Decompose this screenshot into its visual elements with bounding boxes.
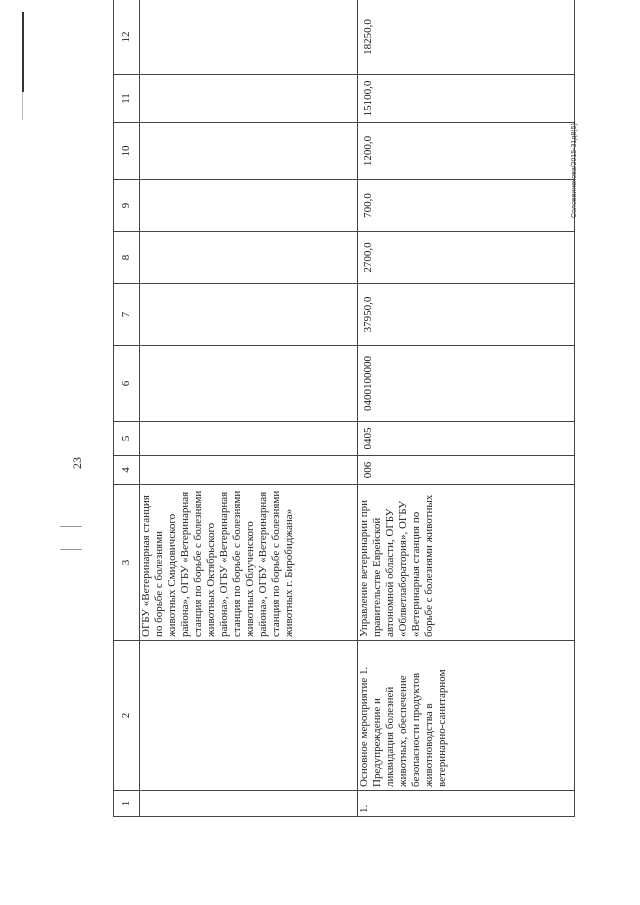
- column-header: 7: [114, 284, 140, 346]
- margin-line-faint: [22, 92, 23, 120]
- table-cell: [140, 180, 358, 232]
- header-row: [114, 0, 140, 817]
- amount-cell: 15100,0: [358, 75, 575, 123]
- section-code-cell: 0405: [358, 422, 575, 456]
- budget-table-rotated: [113, 19, 569, 817]
- amount-cell: 1200,0: [358, 123, 575, 180]
- scan-mark: [60, 526, 82, 527]
- table-row-activity-1: [358, 0, 575, 817]
- budget-table: [113, 0, 575, 817]
- scan-mark: [60, 549, 82, 550]
- column-header: 12: [114, 0, 140, 75]
- target-article-cell: 0400100000: [358, 346, 575, 422]
- amount-cell: 2700,0: [358, 232, 575, 284]
- document-footer-code: Cоловеинекова/2015-31д8(5): [571, 123, 578, 218]
- column-header: 4: [114, 456, 140, 485]
- column-header: 1: [114, 791, 140, 817]
- margin-line: [22, 12, 24, 92]
- column-header: 3: [114, 485, 140, 641]
- table-cell: [140, 456, 358, 485]
- amount-cell: 700,0: [358, 180, 575, 232]
- executor-cell: Управление ветеринарии при правительстве Еврейской автономной области, ОГБУ «Облветлаборатория», ОГБУ «Ветеринарная станция по борьбе с болезнями животных: [358, 485, 575, 641]
- column-header: 6: [114, 346, 140, 422]
- column-header: 5: [114, 422, 140, 456]
- table-cell: [140, 422, 358, 456]
- row-number-cell: 1.: [358, 791, 575, 817]
- grbs-code-cell: 006: [358, 456, 575, 485]
- amount-cell: 18250,0: [358, 0, 575, 75]
- column-header: 10: [114, 123, 140, 180]
- table-cell: [140, 791, 358, 817]
- table-cell: [140, 641, 358, 791]
- column-header: 9: [114, 180, 140, 232]
- table-cell: [140, 0, 358, 75]
- table-cell: [140, 123, 358, 180]
- table-cell: [140, 284, 358, 346]
- amount-total-cell: 37950,0: [358, 284, 575, 346]
- table-cell: [140, 346, 358, 422]
- table-row-continuation: [140, 0, 358, 817]
- column-header: 2: [114, 641, 140, 791]
- activity-name-cell: Основное мероприятие 1. Предупреждение и ликвидация болезней животных, обеспечение безопасности продуктов животноводства в ветеринарно-санитарном: [358, 641, 575, 791]
- table-cell: [140, 75, 358, 123]
- executor-cell: ОГБУ «Ветеринарная станция по борьбе с болезнями животных Смидовичского района», ОГБУ «Ветеринарная станция по борьбе с болезнями животных Октябрьского района», ОГБУ «Ветеринарная станция по борьбе с болезнями животных Облученского района», ОГБУ «Ветеринарная станция по борьбе с болезнями животных г. Биробиджана»: [140, 485, 358, 641]
- table-cell: [140, 232, 358, 284]
- column-header: 8: [114, 232, 140, 284]
- column-header: 11: [114, 75, 140, 123]
- page-number: 23: [70, 457, 84, 469]
